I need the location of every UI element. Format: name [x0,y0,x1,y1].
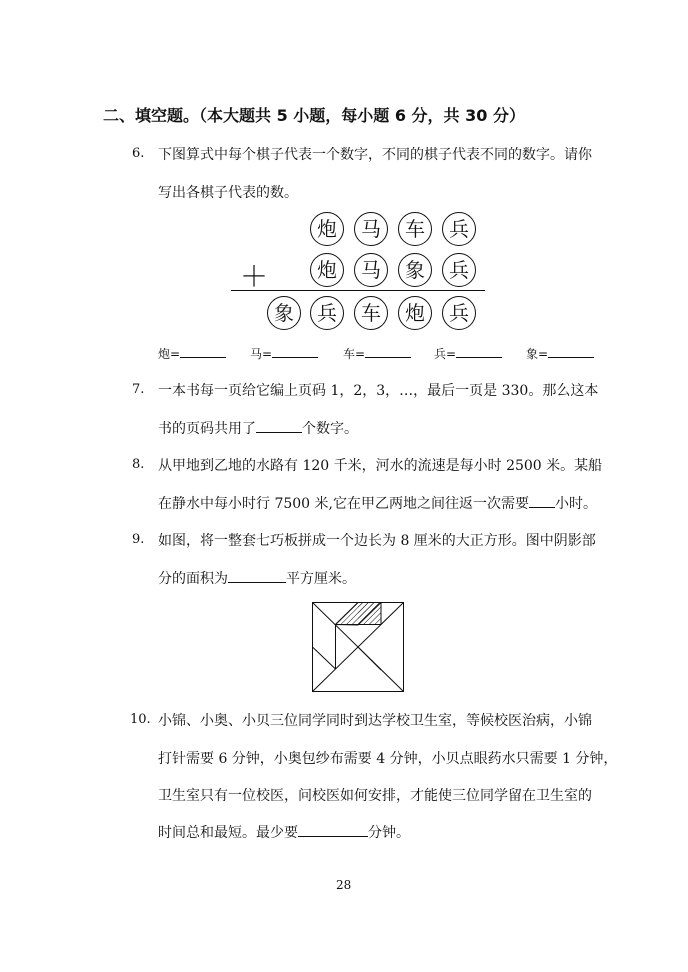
page-number: 28 [336,878,352,892]
q7-line2: 书的页码共用了 个数字。 [158,421,358,437]
piece-row1-1: 炮 [310,212,344,246]
q8-line2: 在静水中每小时行 7500 米,它在甲乙两地之间往返一次需要 小时。 [158,496,597,512]
piece-row2-1: 炮 [310,253,344,287]
q10-line2: 打针需要 6 分钟，小奥包纱布需要 4 分钟，小贝点眼药水只需要 1 分钟， [158,751,618,767]
q7-number: 7. [132,382,145,397]
answer-ma: 马= [250,345,318,362]
q7-line1: 一本书每一页给它编上页码 1，2，3，…，最后一页是 330。那么这本 [158,383,599,399]
answer-pao: 炮= [158,345,226,362]
piece-row3-5: 兵 [442,296,476,330]
q10-line4: 时间总和最短。最少要 分钟。 [158,825,410,841]
piece-row3-4: 炮 [398,296,432,330]
piece-row3-1: 象 [267,296,301,330]
piece-row2-2: 马 [354,253,388,287]
section-title: 二、填空题。（本大题共 5 小题，每小题 6 分，共 30 分） [103,106,525,125]
tangram-figure [312,602,404,692]
answer-bing: 兵= [434,345,502,362]
q6-line1: 下图算式中每个棋子代表一个数字，不同的棋子代表不同的数字。请你 [158,147,592,163]
q9-line1: 如图，将一整套七巧板拼成一个边长为 8 厘米的大正方形。图中阴影部 [158,533,596,549]
q8-line1: 从甲地到乙地的水路有 120 千米，河水的流速是每小时 2500 米。某船 [158,458,603,474]
q10-number: 10. [130,712,151,727]
tangram-shaded-area-2 [358,603,381,626]
piece-row1-4: 兵 [442,212,476,246]
piece-row1-3: 车 [398,212,432,246]
piece-row1-2: 马 [354,212,388,246]
q8-number: 8. [132,457,145,472]
piece-row2-3: 象 [398,253,432,287]
answer-che: 车= [343,345,411,362]
q9-line2: 分的面积为 平方厘米。 [158,571,356,587]
piece-row3-3: 车 [354,296,388,330]
q6-line2: 写出各棋子代表的数。 [158,185,298,201]
plus-sign: ＋ [240,260,269,293]
q9-number: 9. [132,532,145,547]
piece-row3-2: 兵 [310,296,344,330]
q10-line3: 卫生室只有一位校医，问校医如何安排，才能使三位同学留在卫生室的 [158,788,592,804]
q6-number: 6. [132,146,145,161]
sum-line [231,290,485,291]
answer-xiang: 象= [526,345,594,362]
piece-row2-4: 兵 [442,253,476,287]
q10-line1: 小锦、小奥、小贝三位同学同时到达学校卫生室，等候校医治病，小锦 [158,713,592,729]
